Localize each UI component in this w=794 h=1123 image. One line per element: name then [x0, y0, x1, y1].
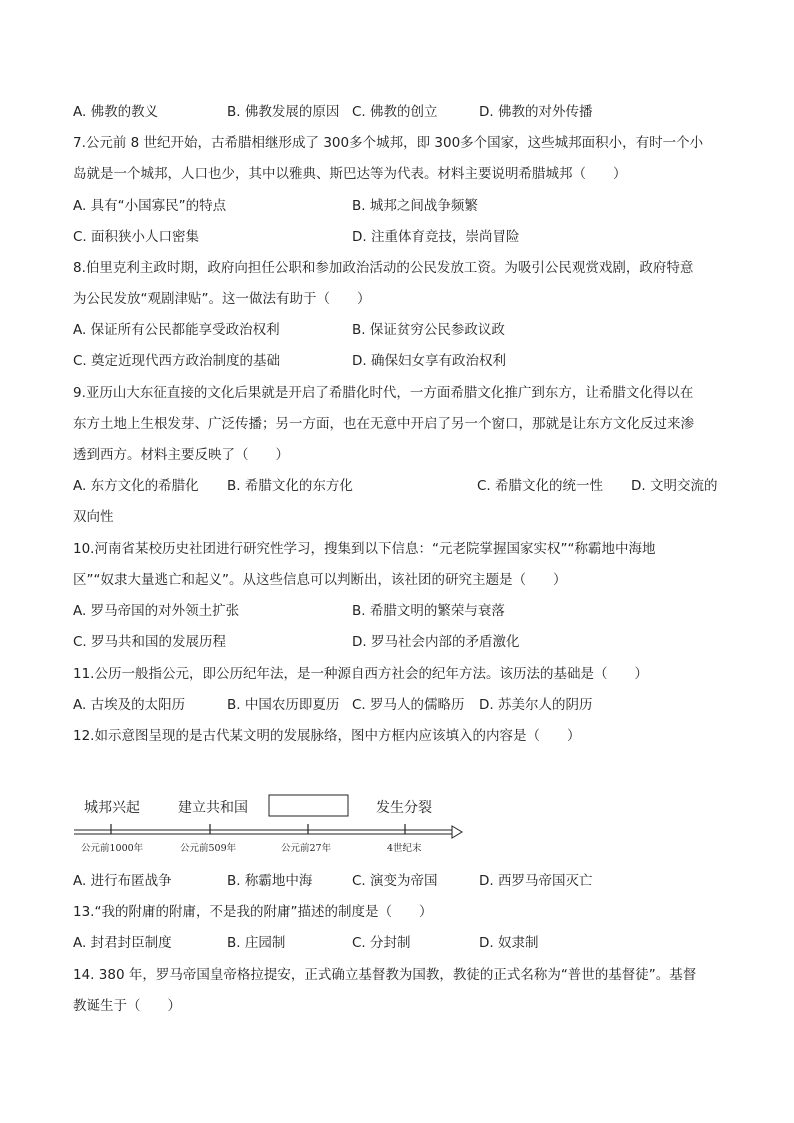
- q9-stem-line-1: 9.亚历山大东征直接的文化后果就是开启了希腊化时代，一方面希腊文化推广到东方，让希腊文化得以在: [73, 385, 694, 401]
- q6-option-a: A. 佛教的教义: [73, 104, 159, 120]
- q12-option-b: B. 称霸地中海: [227, 873, 313, 889]
- timeline-event-2: 建立共和国: [178, 800, 248, 816]
- q9-option-c: C. 希腊文化的统一性: [477, 478, 604, 494]
- q10-stem-line-2: 区”“奴隶大量逃亡和起义”。从这些信息可以判断出，该社团的研究主题是（ ）: [73, 572, 567, 588]
- q8-stem-line-2: 为公民发放“观剧津贴”。这一做法有助于（ ）: [73, 291, 371, 307]
- q12-stem-line-1: 12.如示意图呈现的是古代某文明的发展脉络，图中方框内应该填入的内容是（ ）: [73, 728, 581, 744]
- q11-option-c: C. 罗马人的儒略历: [352, 697, 465, 713]
- q10-option-d: D. 罗马社会内部的矛盾激化: [352, 634, 520, 650]
- q6-option-c: C. 佛教的创立: [352, 104, 438, 120]
- q7-stem-line-1: 7.公元前 8 世纪开始，古希腊相继形成了 300多个城邦，即 300多个国家，这些城邦面积小，有时一个小: [73, 135, 704, 151]
- q9-option-d-continuation: 双向性: [73, 509, 114, 525]
- q8-option-d: D. 确保妇女享有政治权利: [352, 353, 506, 369]
- q12-option-a: A. 进行布匿战争: [73, 873, 172, 889]
- timeline-date-4: 4世纪末: [387, 843, 422, 854]
- timeline-date-3: 公元前27年: [281, 843, 332, 854]
- q14-stem-line-1: 14. 380 年，罗马帝国皇帝格拉提安，正式确立基督教为国教，教徒的正式名称为“普世的基督徒”。基督: [73, 967, 697, 983]
- q13-option-a: A. 封君封臣制度: [73, 935, 172, 951]
- q10-option-a: A. 罗马帝国的对外领土扩张: [73, 603, 240, 619]
- timeline-diagram: [70, 790, 470, 860]
- q8-option-a: A. 保证所有公民都能享受政治权利: [73, 322, 280, 338]
- q6-option-d: D. 佛教的对外传播: [479, 104, 593, 120]
- q9-stem-line-3: 透到西方。材料主要反映了（ ）: [73, 447, 289, 463]
- q10-option-c: C. 罗马共和国的发展历程: [73, 634, 227, 650]
- q7-option-d: D. 注重体育竞技，崇尚冒险: [352, 229, 520, 245]
- q7-option-c: C. 面积狭小人口密集: [73, 229, 200, 245]
- q8-stem-line-1: 8.伯里克利主政时期，政府向担任公职和参加政治活动的公民发放工资。为吸引公民观赏戏剧，政府特意: [73, 260, 694, 276]
- q13-stem-line-1: 13.“我的附庸的附庸，不是我的附庸”描述的制度是（ ）: [73, 904, 433, 920]
- q11-stem-line-1: 11.公历一般指公元，即公历纪年法，是一种源自西方社会的纪年方法。该历法的基础是（ ）: [73, 666, 648, 682]
- timeline-event-1: 城邦兴起: [84, 800, 140, 816]
- timeline-answer-box: [269, 795, 348, 816]
- q12-option-c: C. 演变为帝国: [352, 873, 438, 889]
- q14-stem-line-2: 教诞生于（ ）: [73, 998, 181, 1014]
- timeline-event-4: 发生分裂: [376, 800, 432, 816]
- q9-stem-line-2: 东方土地上生根发芽、广泛传播；另一方面，也在无意中开启了另一个窗口，那就是让东方文化反过来渗: [73, 416, 694, 432]
- q10-option-b: B. 希腊文明的繁荣与衰落: [352, 603, 505, 619]
- timeline-axis: [74, 826, 462, 838]
- q11-option-b: B. 中国农历即夏历: [227, 697, 340, 713]
- q12-option-d: D. 西罗马帝国灭亡: [479, 873, 593, 889]
- q11-option-d: D. 苏美尔人的阴历: [479, 697, 593, 713]
- timeline-date-2: 公元前509年: [180, 843, 237, 854]
- q8-option-c: C. 奠定近现代西方政治制度的基础: [73, 353, 281, 369]
- q10-stem-line-1: 10.河南省某校历史社团进行研究性学习，搜集到以下信息：“元老院掌握国家实权”“称霸地中海地: [73, 541, 656, 557]
- q9-option-a: A. 东方文化的希腊化: [73, 478, 199, 494]
- q13-option-c: C. 分封制: [352, 935, 411, 951]
- q9-option-b: B. 希腊文化的东方化: [227, 478, 353, 494]
- q9-option-d: D. 文明交流的: [631, 478, 718, 494]
- q6-option-b: B. 佛教发展的原因: [227, 104, 340, 120]
- q7-stem-line-2: 岛就是一个城邦，人口也少，其中以雅典、斯巴达等为代表。材料主要说明希腊城邦（ ）: [73, 166, 627, 182]
- q8-option-b: B. 保证贫穷公民参政议政: [352, 322, 505, 338]
- q13-option-d: D. 奴隶制: [479, 935, 539, 951]
- q7-option-b: B. 城邦之间战争频繁: [352, 198, 478, 214]
- q7-option-a: A. 具有“小国寡民”的特点: [73, 198, 227, 214]
- timeline-date-1: 公元前1000年: [81, 843, 144, 854]
- q11-option-a: A. 古埃及的太阳历: [73, 697, 186, 713]
- q13-option-b: B. 庄园制: [227, 935, 286, 951]
